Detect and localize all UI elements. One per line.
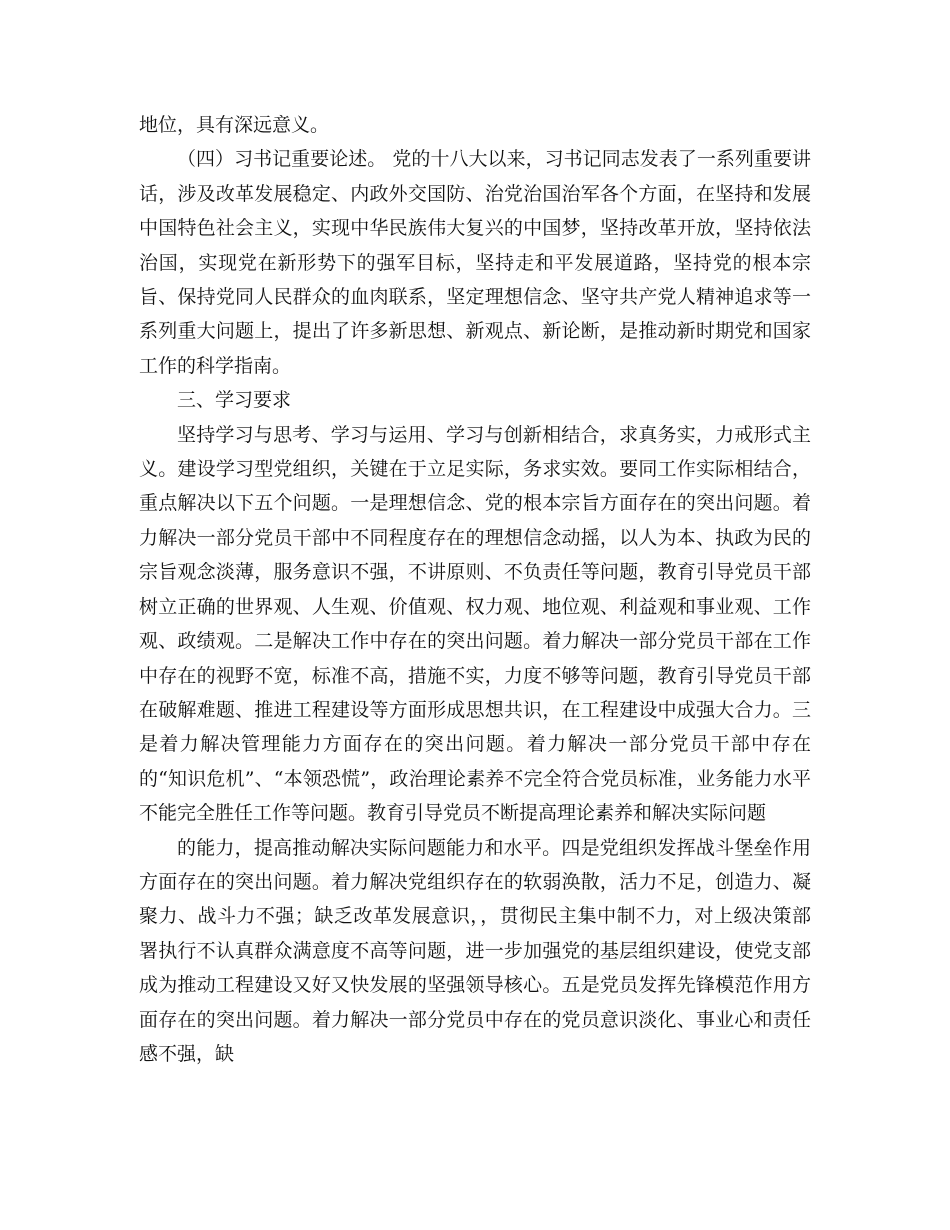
paragraph-continued-problems: 的能力，提高推动解决实际问题能力和水平。四是党组织发挥战斗堡垒作用方面存在的突出问题。着力解决党组织存在的软弱涣散，活力不足，创造力、凝聚力、战斗力不强；缺乏改革发展意识，，贯彻民主集中制不力，对上级决策部署执行不认真群众满意度不高等问题，进一步加强党的基层组织建设，使党支部成为推动工程建设又好又快发展的坚强领导核心。五是党员发挥先锋模范作用方面存在的突出问题。着力解决一部分党员中存在的党员意识淡化、事业心和责任感不强，缺 — [139, 836, 811, 1065]
section-heading-study-requirements: 三、学习要求 — [177, 389, 292, 412]
paragraph-section-four: （四）习书记重要论述。 党的十八大以来，习书记同志发表了一系列重要讲话，涉及改革发展稳定、内政外交国防、治党治国治军各个方面，在坚持和发展中国特色社会主义，实现中华民族伟大复兴的中国梦，坚持改革开放，坚持依法治国，实现党在新形势下的强军目标，坚持走和平发展道路，坚持党的根本宗旨、保持党同人民群众的血肉联系，坚定理想信念、坚守共产党人精神追求等一系列重大问题上，提出了许多新思想、新观点、新论断，是推动新时期党和国家工作的科学指南。 — [139, 148, 811, 377]
document-body — [139, 108, 811, 1071]
paragraph-continuation: 地位，具有深远意义。 — [139, 114, 330, 136]
paragraph-study-requirements: 坚持学习与思考、学习与运用、学习与创新相结合，求真务实，力戒形式主义。建设学习型党组织，关键在于立足实际，务求实效。要同工作实际相结合，重点解决以下五个问题。一是理想信念、党的根本宗旨方面存在的突出问题。着力解决一部分党员干部中不同程度存在的理想信念动摇，以人为本、执政为民的宗旨观念淡薄，服务意识不强，不讲原则、不负责任等问题，教育引导党员干部树立正确的世界观、人生观、价值观、权力观、地位观、利益观和事业观、工作观、政绩观。二是解决工作中存在的突出问题。着力解决一部分党员干部在工作中存在的视野不宽，标准不高，措施不实，力度不够等问题，教育引导党员干部在破解难题、推进工程建设等方面形成思想共识，在工程建设中成强大合力。三是着力解决管理能力方面存在的突出问题。着力解决一部分党员干部中存在的“知识危机”、“本领恐慌”，政治理论素养不完全符合党员标准，业务能力水平不能完全胜任工作等问题。教育引导党员不断提高理论素养和解决实际问题 — [139, 423, 811, 825]
